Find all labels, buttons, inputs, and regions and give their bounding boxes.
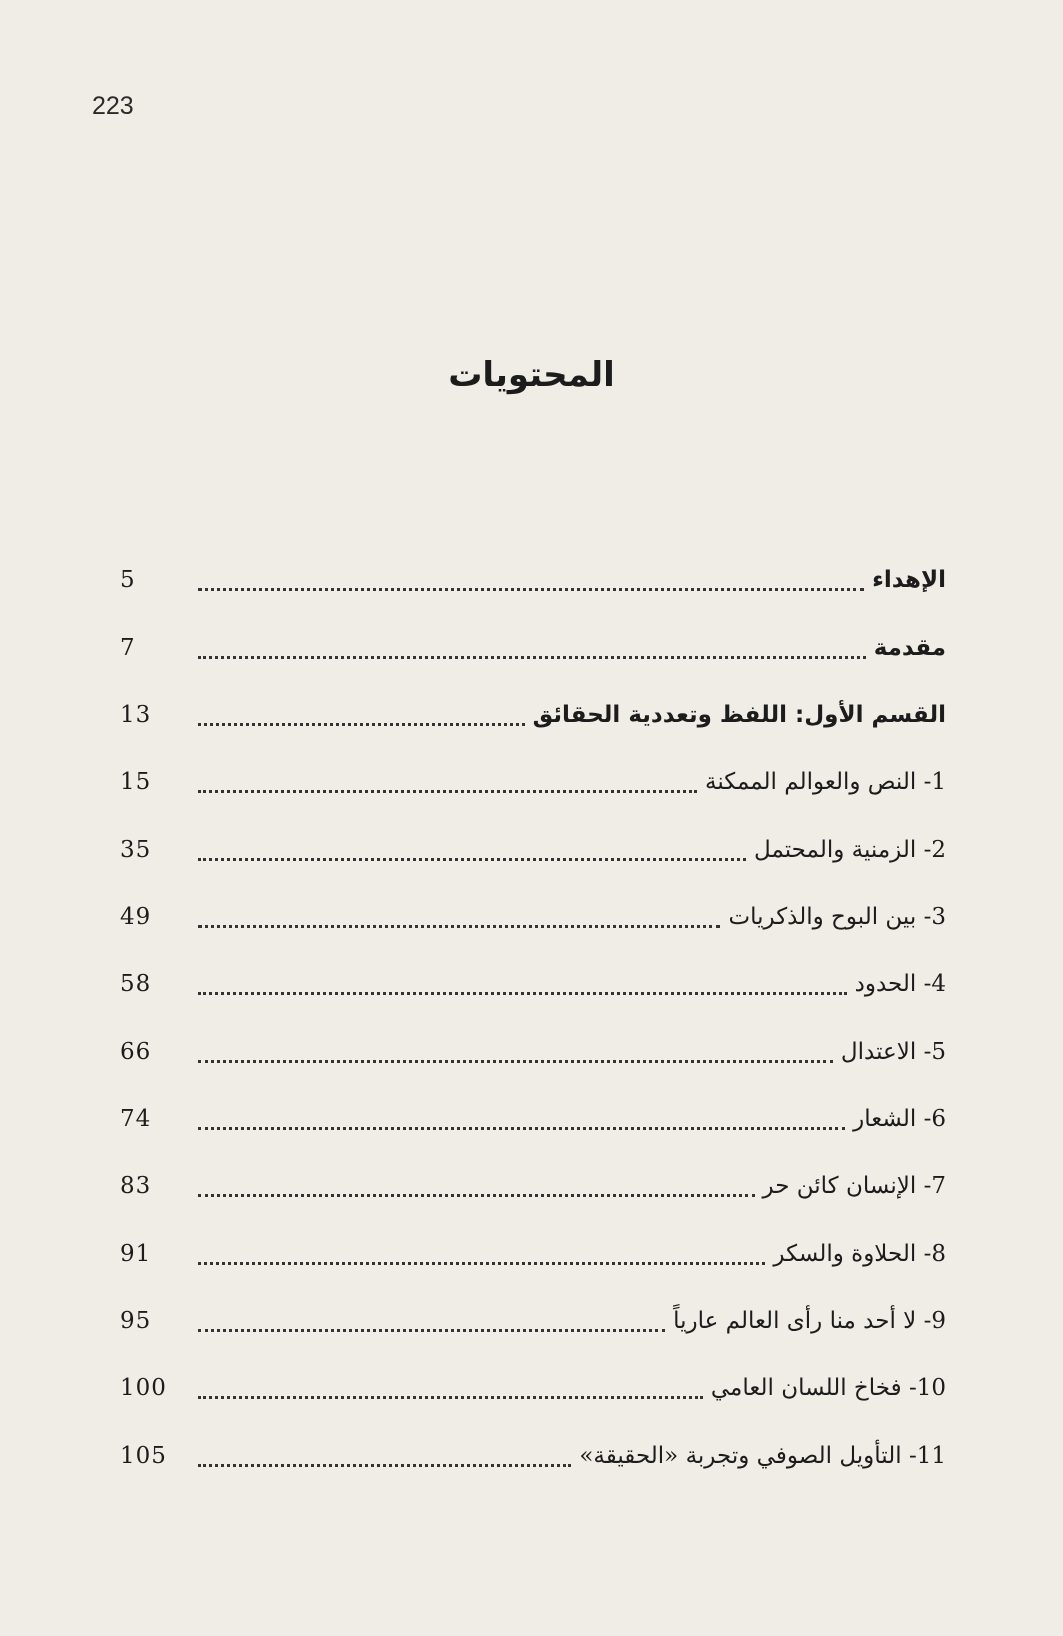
toc-entry [120,1166,946,1206]
dot-leader [198,1301,665,1341]
toc-entry [120,1301,946,1341]
toc-entry-title: 8- الحلاوة والسكر [773,1241,946,1267]
toc-entry-page: 7 [120,635,136,661]
dot-leader [198,1436,571,1476]
toc-entry-title: 2- الزمنية والمحتمل [754,837,946,863]
dot-leader [198,628,866,668]
dot-leader [198,897,720,937]
toc-entry-title: 4- الحدود [854,971,946,997]
dot-leader [198,1032,833,1072]
page-number: 223 [92,92,134,120]
dot-leader [198,695,525,735]
toc-entry [120,1368,946,1408]
toc-entry-page: 35 [120,837,152,863]
toc-entry [120,897,946,937]
toc-entry-page: 66 [120,1039,152,1065]
toc-entry-page: 105 [120,1443,167,1469]
toc-entry-title: 1- النص والعوالم الممكنة [704,769,946,795]
toc-entry [120,695,946,735]
dot-leader [198,1234,765,1274]
toc-entry-page: 15 [120,769,152,795]
toc-entry [120,762,946,802]
toc-entry-page: 5 [120,567,136,593]
toc-entry [120,964,946,1004]
dot-leader [198,1368,703,1408]
toc-entry-title: 10- فخاخ اللسان العامي [710,1375,946,1401]
toc-entry [120,830,946,870]
toc-entry-title: الإهداء [872,567,946,593]
toc-entry-page: 49 [120,904,152,930]
toc-entry-title: 11- التأويل الصوفي وتجربة «الحقيقة» [579,1443,946,1469]
toc-entry-page: 95 [120,1308,152,1334]
dot-leader [198,762,697,802]
toc-entry [120,1099,946,1139]
toc-entry [120,1234,946,1274]
toc-entry [120,1436,946,1476]
dot-leader [198,1099,845,1139]
toc-entry-title: مقدمة [873,635,946,661]
toc-entry-page: 91 [120,1241,152,1267]
dot-leader [198,560,864,600]
toc-entry-title: 3- بين البوح والذكريات [728,904,946,930]
toc-entry [120,1032,946,1072]
toc-entry-title: 9- لا أحد منا رأى العالم عارياً [673,1308,946,1334]
toc-entry [120,560,946,600]
dot-leader [198,830,746,870]
toc-entry-title: 7- الإنسان كائن حر [762,1173,946,1199]
page-title: المحتويات [448,355,615,395]
dot-leader [198,964,847,1004]
toc-entry [120,628,946,668]
toc-entry-page: 100 [120,1375,167,1401]
toc-entry-page: 83 [120,1173,152,1199]
dot-leader [198,1166,755,1206]
toc-entry-title: 6- الشعار [853,1106,946,1132]
toc-entry-page: 58 [120,971,152,997]
toc-entry-title: 5- الاعتدال [840,1039,946,1065]
toc-entry-page: 13 [120,702,152,728]
toc-entry-page: 74 [120,1106,152,1132]
toc-entry-title: القسم الأول: اللفظ وتعددية الحقائق [532,702,946,728]
